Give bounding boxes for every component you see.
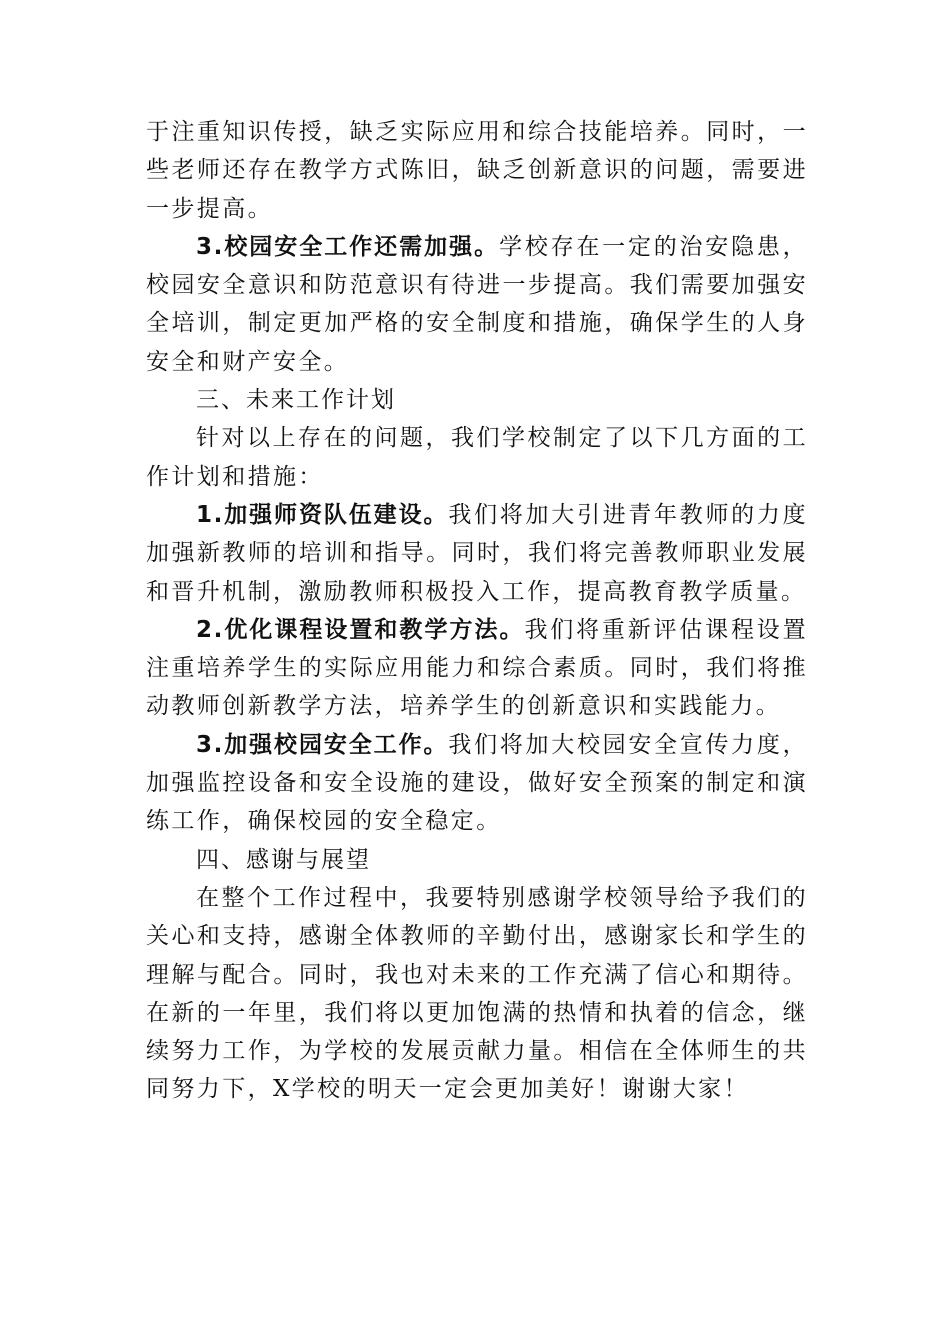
paragraph-thanks bbox=[146, 879, 808, 1109]
document-page bbox=[146, 113, 808, 1109]
paragraph-plan-curriculum bbox=[146, 611, 808, 726]
paragraph-plan-teachers bbox=[146, 496, 808, 611]
paragraph-body: 我们将重新评估课程设置注重培养学生的实际应用能力和综合素质。同时，我们将推动教师创新教学方法，培养学生的创新意识和实践能力。 bbox=[146, 616, 808, 720]
paragraph-plan-intro bbox=[146, 419, 808, 496]
paragraph-body: 我们将加大校园安全宣传力度，加强监控设备和安全设施的建设，做好安全预案的制定和演练工作，确保校园的安全稳定。 bbox=[146, 731, 808, 835]
paragraph-body: 学校存在一定的治安隐患，校园安全意识和防范意识有待进一步提高。我们需要加强安全培训，制定更加严格的安全制度和措施，确保学生的人身安全和财产安全。 bbox=[146, 233, 808, 375]
paragraph-body: 于注重知识传授，缺乏实际应用和综合技能培养。同时，一些老师还存在教学方式陈旧，缺乏创新意识的问题，需要进一步提高。 bbox=[146, 119, 808, 222]
paragraph-body: 我们将加大引进青年教师的力度加强新教师的培训和指导。同时，我们将完善教师职业发展和晋升机制，激励教师积极投入工作，提高教育教学质量。 bbox=[146, 501, 808, 605]
paragraph-body: 在整个工作过程中，我要特别感谢学校领导给予我们的关心和支持，感谢全体教师的辛勤付出，感谢家长和学生的理解与配合。同时，我也对未来的工作充满了信心和期待。在新的一年里，我们将以更加饱满的热情和执着的信念，继续努力工作，为学校的发展贡献力量。相信在全体师生的共同努力下，X学校的明天一定会更加美好！谢谢大家！ bbox=[146, 884, 808, 1103]
section-heading-future-plan: 三、未来工作计划 bbox=[196, 387, 396, 414]
section-heading-thanks-outlook: 四、感谢与展望 bbox=[196, 846, 371, 873]
paragraph-plan-safety bbox=[146, 726, 808, 841]
paragraph-lead: 3.加强校园安全工作。 bbox=[196, 731, 449, 758]
paragraph-teaching-issue-continued bbox=[146, 113, 808, 228]
paragraph-lead: 3.校园安全工作还需加强。 bbox=[196, 233, 500, 260]
paragraph-lead: 1.加强师资队伍建设。 bbox=[196, 501, 449, 528]
paragraph-lead: 2.优化课程设置和教学方法。 bbox=[196, 616, 525, 643]
paragraph-campus-safety-issue bbox=[146, 228, 808, 381]
paragraph-body: 针对以上存在的问题，我们学校制定了以下几方面的工作计划和措施： bbox=[146, 425, 808, 490]
